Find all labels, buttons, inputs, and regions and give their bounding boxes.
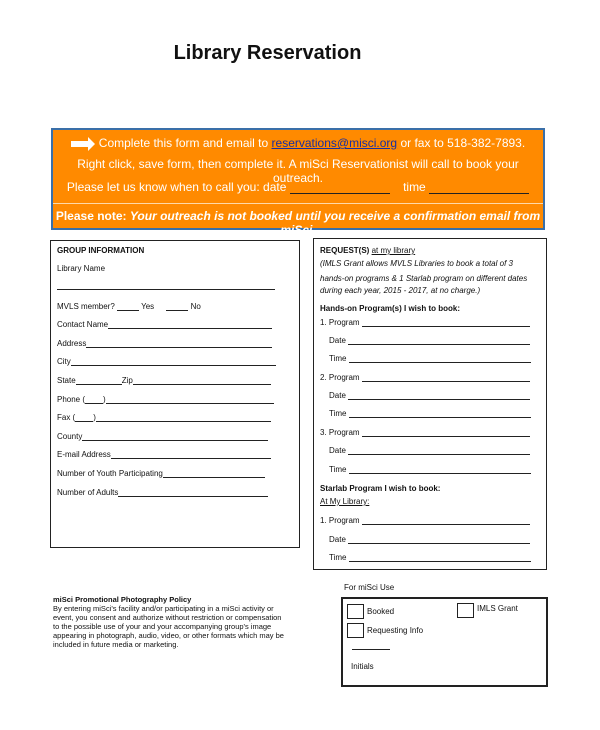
banner-note: [53, 209, 543, 237]
state-field[interactable]: [76, 376, 122, 385]
program-3-label: 3. Program: [320, 428, 360, 437]
county-field[interactable]: [82, 432, 268, 441]
address-label: Address: [57, 339, 87, 348]
page-title: Library Reservation: [173, 42, 362, 64]
mvls-label: MVLS member?: [57, 302, 115, 311]
phone-label: Phone (: [57, 395, 86, 404]
time-label: Time: [329, 553, 347, 562]
starlab-program-label: 1. Program: [320, 516, 360, 525]
date-label: Date: [329, 336, 346, 345]
grant-note: (IMLS Grant allows MVLS Libraries to book a total of 3: [320, 259, 513, 268]
requesting-info-checkbox[interactable]: [347, 623, 364, 638]
county-label: County: [57, 432, 83, 441]
at-my-library-label: at my library: [371, 246, 416, 255]
banner-text: or fax to 518-382-7893.: [400, 136, 526, 150]
time-label: Time: [329, 409, 347, 418]
call-date-field[interactable]: [290, 185, 390, 194]
city-label: City: [57, 357, 71, 366]
program-1-field[interactable]: [362, 318, 530, 327]
youth-label: Number of Youth Participating: [57, 469, 163, 478]
banner-line-2: Right click, save form, then complete it. A miSci Reservationist will call to book your outreach.: [77, 157, 519, 185]
request-section: [313, 238, 547, 570]
misci-use-label: For miSci Use: [344, 583, 395, 592]
booked-label: Booked: [367, 607, 395, 616]
program-2-field[interactable]: [362, 373, 530, 382]
requesting-info-label: Requesting Info: [367, 626, 424, 635]
program-1-date-field[interactable]: [348, 336, 530, 345]
no-label: No: [190, 302, 201, 311]
time-label: Time: [329, 465, 347, 474]
starlab-program-field[interactable]: [362, 516, 530, 525]
arrow-right-icon: [71, 141, 89, 147]
starlab-subheading: At My Library:: [320, 497, 370, 506]
email-field[interactable]: [111, 450, 271, 459]
library-name-label: Library Name: [57, 264, 106, 273]
booked-checkbox[interactable]: [347, 604, 364, 619]
fax-area-field[interactable]: [75, 413, 93, 422]
grant-note: during each year, 2015 - 2017, at no charge.): [320, 286, 481, 295]
policy-text: included in future media or marketing.: [53, 640, 179, 649]
time-label: Time: [329, 354, 347, 363]
city-field[interactable]: [71, 357, 276, 366]
grant-note: hands-on programs & 1 Starlab program on different dates: [320, 274, 528, 283]
phone-area-field[interactable]: [85, 395, 103, 404]
program-2-label: 2. Program: [320, 373, 360, 382]
program-3-date-field[interactable]: [348, 446, 530, 455]
youth-field[interactable]: [163, 469, 265, 478]
divider: [53, 203, 543, 204]
date-label: Date: [329, 535, 346, 544]
group-information-section: GROUP INFORMATION Library Name MVLS member? Yes No Contact Name Address City State Zip Phone ( ) Fax ( ) County E-mail Address Number of Youth Participating Number of Adults: [50, 240, 300, 548]
starlab-date-field[interactable]: [348, 535, 530, 544]
program-3-field[interactable]: [362, 428, 530, 437]
adults-field[interactable]: [118, 488, 268, 497]
mvls-no-field[interactable]: [166, 302, 188, 311]
zip-label: Zip: [121, 376, 133, 385]
policy-text: to the possible use of your and your accompanying group's image: [53, 622, 272, 631]
call-time-label: time: [403, 180, 426, 194]
imls-grant-checkbox[interactable]: [457, 603, 474, 618]
section-heading: REQUEST(S): [320, 246, 370, 255]
email-label: E-mail Address: [57, 450, 111, 459]
handson-heading: Hands-on Program(s) I wish to book:: [320, 304, 461, 313]
instructions-banner: [51, 128, 545, 237]
initials-field[interactable]: [352, 649, 390, 650]
fax-label: Fax (: [57, 413, 76, 422]
date-label: Date: [329, 391, 346, 400]
banner-line-1: [53, 136, 543, 150]
starlab-time-field[interactable]: [349, 553, 531, 562]
misci-use-box: [341, 597, 548, 687]
program-3-time-field[interactable]: [349, 465, 531, 474]
banner-line-3: [53, 180, 543, 194]
date-label: Date: [329, 446, 346, 455]
banner-text: Complete this form and email to: [98, 136, 269, 150]
contact-field[interactable]: [108, 320, 272, 329]
imls-grant-label: IMLS Grant: [477, 604, 518, 613]
call-time-field[interactable]: [429, 185, 529, 194]
phone-field[interactable]: [106, 395, 274, 404]
note-text: Your outreach is not booked until you receive a confirmation email from miSci.: [129, 209, 541, 237]
library-name-field[interactable]: [57, 281, 275, 290]
state-label: State: [57, 376, 76, 385]
program-2-date-field[interactable]: [348, 391, 530, 400]
yes-label: Yes: [141, 302, 155, 311]
zip-field[interactable]: [133, 376, 271, 385]
fax-field[interactable]: [96, 413, 271, 422]
note-label: Please note:: [55, 209, 127, 223]
policy-text: event, you consent and authorize without restriction or compensation: [53, 613, 282, 622]
policy-text: appearing in photograph, audio, video, or other formats which may be: [53, 631, 284, 640]
starlab-heading: Starlab Program I wish to book:: [320, 484, 441, 493]
contact-label: Contact Name: [57, 320, 109, 329]
program-1-time-field[interactable]: [349, 354, 531, 363]
policy-title: miSci Promotional Photography Policy: [53, 595, 192, 604]
mvls-yes-field[interactable]: [117, 302, 139, 311]
program-2-time-field[interactable]: [349, 409, 531, 418]
call-date-label: Please let us know when to call you: date: [66, 180, 287, 194]
section-heading: GROUP INFORMATION: [57, 246, 145, 255]
adults-label: Number of Adults: [57, 488, 119, 497]
address-field[interactable]: [86, 339, 272, 348]
initials-label: Initials: [351, 662, 374, 671]
policy-text: By entering miSci's facility and/or participating in a miSci activity or: [53, 604, 274, 613]
email-link[interactable]: reservations@misci.org: [271, 136, 398, 150]
program-1-label: 1. Program: [320, 318, 360, 327]
